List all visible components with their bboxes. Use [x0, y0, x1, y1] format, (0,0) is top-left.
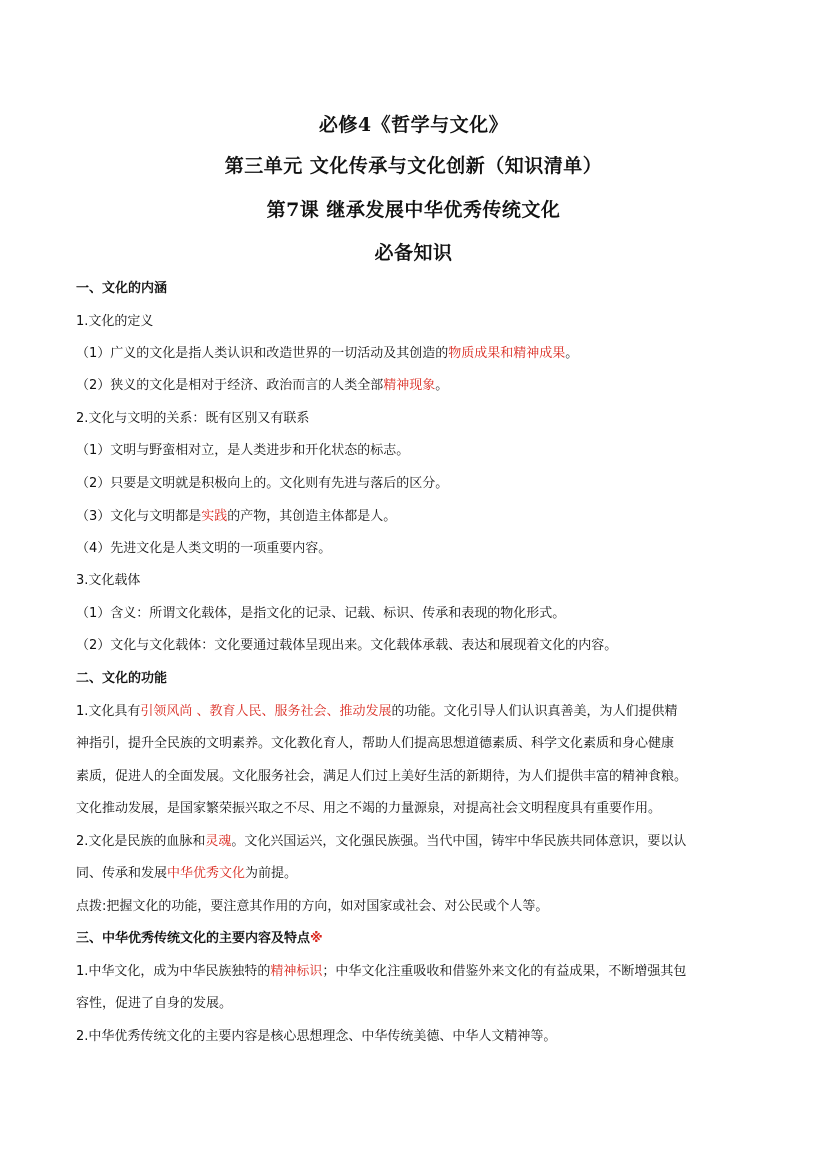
text-segment: 的产物，其创造主体都是人。 [227, 509, 397, 524]
s3-line-3: 2.中华优秀传统文化的主要内容是核心思想理念、中华传统美德、中华人文精神等。 [76, 1029, 557, 1044]
text-segment: ；中华文化注重吸收和借鉴外来文化的有益成果，不断增强其包 [322, 964, 687, 979]
key-term: 中华优秀文化 [167, 866, 246, 881]
key-term: 精神标识 [270, 964, 323, 979]
s1-item-3: 3.文化载体 [76, 573, 141, 588]
text-segment: （2）狭义的文化是相对于经济、政治而言的人类全部 [76, 378, 384, 393]
text-segment: 。 [435, 378, 449, 393]
s1-item-1: 1.文化的定义 [76, 314, 154, 329]
s3-line-1 [76, 962, 756, 982]
s2-tip: 点拨:把握文化的功能，要注意其作用的方向，如对国家或社会、对公民或个人等。 [76, 899, 549, 914]
section2-heading: 二、文化的功能 [76, 671, 168, 686]
s1-item-2-2: （2）只要是文明就是积极向上的。文化则有先进与落后的区分。 [76, 476, 449, 491]
s1-item-1-2 [76, 376, 756, 396]
s2-line-4: 文化推动发展，是国家繁荣振兴取之不尽、用之不竭的力量源泉，对提高社会文明程度具有重要作用。 [76, 801, 662, 816]
text-segment: 同、传承和发展 [76, 866, 168, 881]
unit-title: 第三单元 文化传承与文化创新（知识清单） [224, 155, 603, 177]
s2-line-5 [76, 832, 756, 852]
s1-item-3-1: （1）含义：所谓文化载体，是指文化的记录、记载、标识、传承和表现的物化形式。 [76, 606, 566, 621]
s1-item-2-4: （4）先进文化是人类文明的一项重要内容。 [76, 541, 332, 556]
s2-line-1 [76, 702, 756, 722]
text-segment: 的功能。文化引导人们认识真善美，为人们提供精 [391, 704, 678, 719]
s1-item-2-1: （1）文明与野蛮相对立，是人类进步和开化状态的标志。 [76, 443, 410, 458]
s2-line-2: 神指引，提升全民族的文明素养。文化教化育人，帮助人们提高思想道德素质、科学文化素质和身心健康 [76, 736, 675, 751]
important-mark: ※ [310, 931, 323, 946]
key-term: 灵魂 [205, 834, 232, 849]
s2-line-6 [76, 864, 756, 884]
text-segment: （1）广义的文化是指人类认识和改造世界的一切活动及其创造的 [76, 346, 449, 361]
book-title: 必修4《哲学与文化》 [318, 114, 509, 136]
s1-item-2-3 [76, 507, 756, 527]
text-segment: 。 [565, 346, 579, 361]
heading-text: 三、中华优秀传统文化的主要内容及特点 [76, 931, 311, 946]
key-term: 实践 [201, 509, 228, 524]
section-title: 必备知识 [374, 242, 453, 264]
s3-line-2: 容性，促进了自身的发展。 [76, 996, 233, 1011]
text-segment: 1.中华文化，成为中华民族独特的 [76, 964, 271, 979]
text-segment: 2.文化是民族的血脉和 [76, 834, 206, 849]
s1-item-2: 2.文化与文明的关系：既有区别又有联系 [76, 411, 310, 426]
key-term: 引领风尚 、教育人民、服务社会、推动发展 [140, 704, 392, 719]
lesson-title: 第7课 继承发展中华优秀传统文化 [266, 199, 561, 221]
text-segment: （3）文化与文明都是 [76, 509, 202, 524]
key-term: 物质成果和精神成果 [448, 346, 566, 361]
s2-line-3: 素质，促进人的全面发展。文化服务社会，满足人们过上美好生活的新期待，为人们提供丰富的精神食粮。 [76, 769, 688, 784]
text-segment: 。文化兴国运兴，文化强民族强。当代中国，铸牢中华民族共同体意识，要以认 [231, 834, 687, 849]
section3-heading [76, 929, 756, 949]
key-term: 精神现象 [383, 378, 436, 393]
section1-heading: 一、文化的内涵 [76, 281, 168, 296]
s1-item-3-2: （2）文化与文化载体：文化要通过载体呈现出来。文化载体承载、表达和展现着文化的内容。 [76, 638, 618, 653]
s1-item-1-1 [76, 344, 756, 364]
text-segment: 1.文化具有 [76, 704, 141, 719]
text-segment: 为前提。 [245, 866, 298, 881]
